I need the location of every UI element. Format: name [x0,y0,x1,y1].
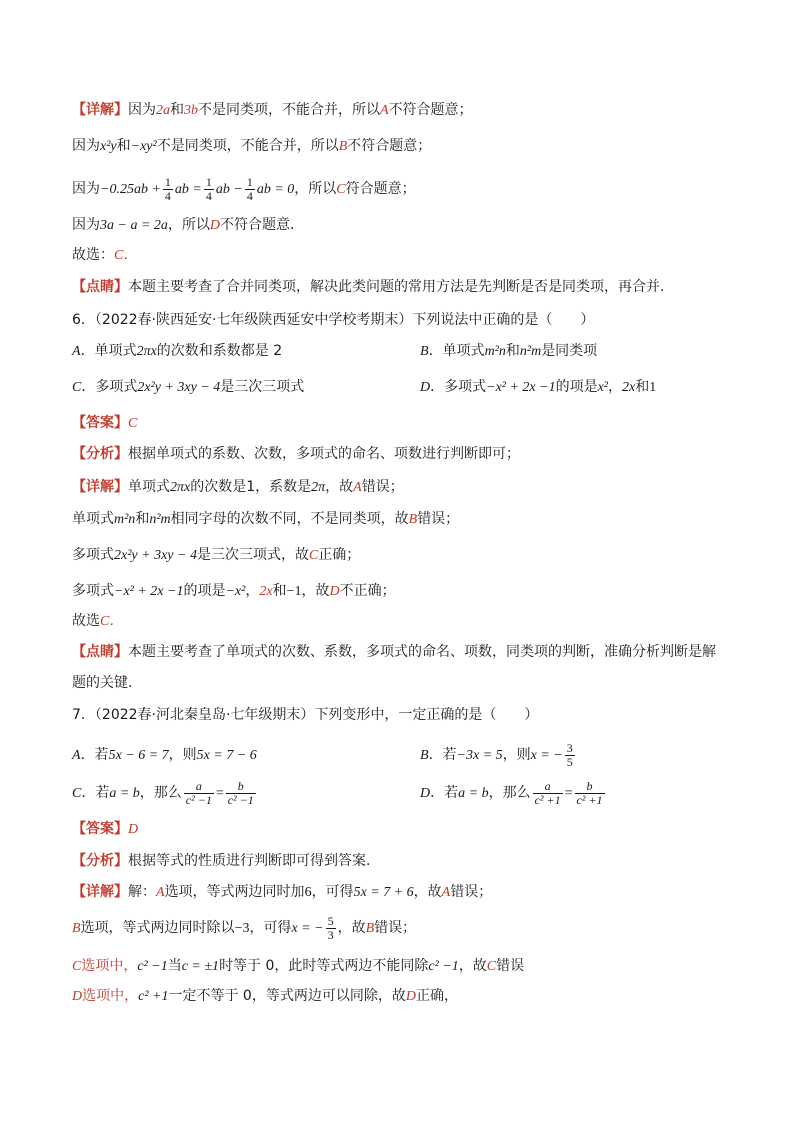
answer-tag: 【答案】 [72,415,128,431]
option-c: C．若a = b，那么 $\frac{a}{\text{c² −1}}$ = $\frac{b}{\text{c² −1}}$ [72,778,254,807]
q5-detail-line-3: 因为−0.25ab + $\frac{1}{4}$ ab = $\frac{1}{4}$ ab − $\frac{1}{4}$ ab = 0，所以C符合题意； [72,174,416,203]
option-a: A．若5x − 6 = 7，则5x = 7 − 6 [72,747,257,763]
q7-options-row-1 [72,741,734,770]
q7-stem: 7．（2022春·河北秦皇岛·七年级期末）下列变形中，一定正确的是（ ） [72,707,539,723]
q6-stem: 6．（2022春·陕西延安·七年级陕西延安中学校考期末）下列说法中正确的是（ ） [72,312,595,328]
q6-options-row-2 [72,377,734,398]
point-tag: 【点睛】 [72,644,128,660]
fraction: $\frac{b}{\text{c² −1}}$ [227,778,254,807]
q6-detail-line-1: 【详解】单项式2πx的次数是1，系数是2π，故A错误； [72,479,404,495]
detail-tag: 【详解】 [72,479,128,495]
analysis-tag: 【分析】 [72,853,128,869]
q6-analysis: 【分析】根据单项式的系数、次数，多项式的命名、项数进行判断即可； [72,446,520,462]
fraction: $\frac{b}{\text{c² +1}}$ [576,778,603,807]
option-b: B．若−3x = 5，则x = − $\frac{3}{5}$ [420,740,573,769]
q6-answer: 【答案】C [72,415,138,431]
q5-choose: 故选：C． [72,247,138,263]
q5-point: 【点睛】本题主要考查了合并同类项，解决此类问题的常用方法是先判断是否是同类项，再合并． [72,279,674,295]
q6-detail-line-2: 单项式m²n和n²m相同字母的次数不同，不是同类项，故B错误； [72,511,460,527]
q6-detail-line-4: 多项式−x² + 2x −1的项是−x²，2x和−1，故D不正确； [72,583,396,599]
point-tag: 【点睛】 [72,279,128,295]
q5-detail-line-2: 因为x²y和−xy²不是同类项，不能合并，所以B不符合题意； [72,138,432,154]
detail-tag: 【详解】 [72,102,128,118]
q7-analysis: 【分析】根据等式的性质进行判断即可得到答案． [72,853,380,869]
fraction: $\frac{3}{5}$ [566,740,573,769]
fraction: $\frac{1}{4}$ [164,174,171,203]
q7-options-row-2 [72,779,734,808]
detail-tag: 【详解】 [72,884,128,900]
q6-detail-line-3: 多项式2x²y + 3xy − 4是三次三项式，故C正确； [72,547,361,563]
q7-answer: 【答案】D [72,821,139,837]
answer-tag: 【答案】 [72,821,128,837]
option-b: B．单项式m²n和n²m是同类项 [420,343,598,359]
analysis-tag: 【分析】 [72,446,128,462]
q6-options-row-1 [72,341,734,362]
fraction: $\frac{a}{\text{c² −1}}$ [185,778,212,807]
fraction: $\frac{a}{\text{c² +1}}$ [534,778,561,807]
fraction: $\frac{5}{3}$ [327,913,334,942]
option-d: D．若a = b，那么 $\frac{a}{\text{c² +1}}$ = $\frac{b}{\text{c² +1}}$ [420,778,603,807]
option-d: D．多项式−x² + 2x −1的项是x²，2x和1 [420,379,657,395]
fraction: $\frac{1}{4}$ [205,174,212,203]
option-c: C．多项式2x²y + 3xy − 4是三次三项式 [72,379,305,395]
q6-choose: 故选C． [72,613,124,629]
q6-point-line-2: 题的关键． [72,675,142,691]
q6-point-line-1: 【点睛】本题主要考查了单项式的次数、系数，多项式的命名、项数，同类项的判断，准确分析判断是解 [72,644,716,660]
option-a: A．单项式2πx的次数和系数都是 2 [72,343,283,359]
q7-detail-line-3: C选项中，c² −1当c = ±1时等于 0，此时等式两边不能同除c² −1，故C错误 [72,958,525,974]
q7-detail-line-4: D选项中，c² +1一定不等于 0，等式两边可以同除，故D正确， [72,988,458,1004]
q7-detail-line-2: B选项，等式两边同时除以−3，可得x = − $\frac{5}{3}$ ，故B错误； [72,913,417,942]
q7-detail-line-1: 【详解】解：A选项，等式两边同时加6，可得5x = 7 + 6，故A错误； [72,884,493,900]
q5-detail-line-1: 【详解】因为2a和3b不是同类项，不能合并，所以A不符合题意； [72,102,473,118]
q5-detail-line-4: 因为3a − a = 2a，所以D不符合题意． [72,217,305,233]
fraction: $\frac{1}{4}$ [246,174,253,203]
